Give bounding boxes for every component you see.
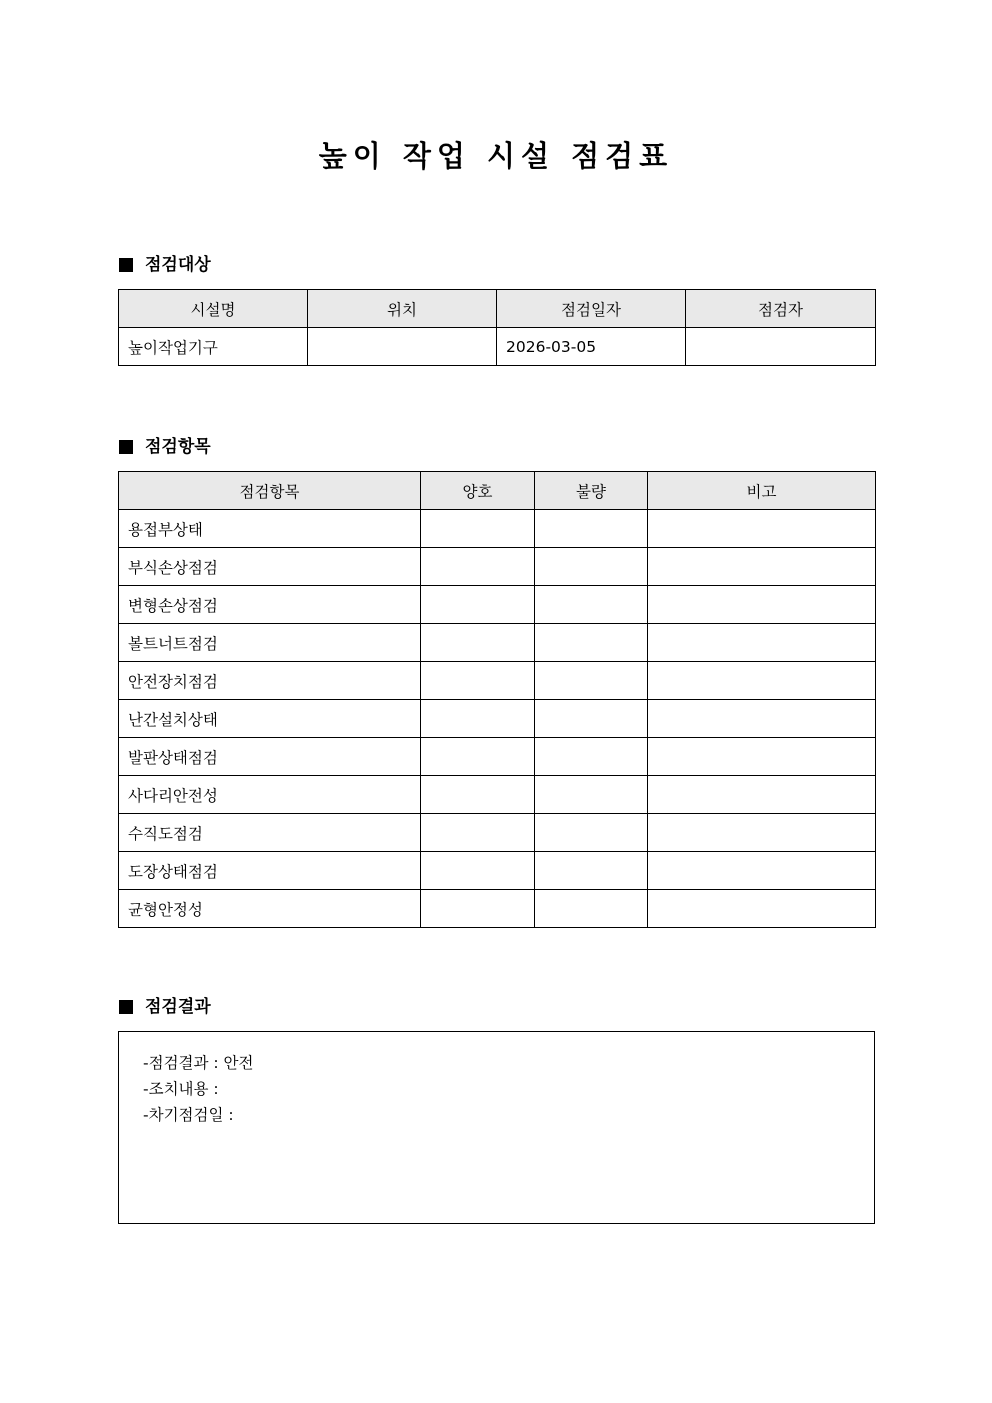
bad-cell[interactable] (535, 890, 648, 928)
table-row (119, 814, 876, 852)
bad-cell[interactable] (535, 776, 648, 814)
result-line-action: -조치내용 : (143, 1080, 219, 1098)
table-row (119, 662, 876, 700)
table-row (119, 548, 876, 586)
note-cell[interactable] (648, 510, 876, 548)
result-line-outcome: -점검결과 : 안전 (143, 1054, 254, 1072)
header-inspection-date: 점검일자 (497, 290, 686, 328)
good-cell[interactable] (421, 852, 535, 890)
good-cell[interactable] (421, 662, 535, 700)
header-item: 점검항목 (119, 472, 421, 510)
note-cell[interactable] (648, 814, 876, 852)
note-cell[interactable] (648, 662, 876, 700)
result-line-next-date: -차기점검일 : (143, 1106, 234, 1124)
table-row (119, 776, 876, 814)
table-header-row (119, 472, 876, 510)
note-cell[interactable] (648, 624, 876, 662)
header-facility-name: 시설명 (119, 290, 308, 328)
bad-cell[interactable] (535, 510, 648, 548)
item-cell: 볼트너트점검 (119, 624, 421, 662)
good-cell[interactable] (421, 586, 535, 624)
item-cell: 용접부상태 (119, 510, 421, 548)
item-cell: 부식손상점검 (119, 548, 421, 586)
square-bullet-icon (119, 440, 133, 454)
table-row (119, 510, 876, 548)
bad-cell[interactable] (535, 852, 648, 890)
document-title: 높이 작업 시설 점검표 (318, 139, 674, 173)
table-row (119, 586, 876, 624)
header-location: 위치 (308, 290, 497, 328)
good-cell[interactable] (421, 700, 535, 738)
section-heading-label: 점검결과 (145, 997, 211, 1017)
result-box[interactable] (118, 1031, 875, 1224)
table-row (119, 328, 876, 366)
good-cell[interactable] (421, 776, 535, 814)
item-cell: 안전장치점검 (119, 662, 421, 700)
section-heading-label: 점검항목 (145, 437, 211, 457)
item-cell: 발판상태점검 (119, 738, 421, 776)
bad-cell[interactable] (535, 814, 648, 852)
good-cell[interactable] (421, 548, 535, 586)
note-cell[interactable] (648, 700, 876, 738)
bad-cell[interactable] (535, 700, 648, 738)
location-cell[interactable] (308, 328, 497, 366)
note-cell[interactable] (648, 548, 876, 586)
section-heading-label: 점검대상 (145, 255, 211, 275)
items-table (118, 471, 876, 928)
note-cell[interactable] (648, 586, 876, 624)
section-heading-target (119, 253, 211, 277)
header-good: 양호 (421, 472, 535, 510)
inspection-date-cell[interactable]: 2026-03-05 (497, 328, 686, 366)
header-note: 비고 (648, 472, 876, 510)
facility-name-cell[interactable]: 높이작업기구 (119, 328, 308, 366)
item-cell: 난간설치상태 (119, 700, 421, 738)
note-cell[interactable] (648, 738, 876, 776)
header-bad: 불량 (535, 472, 648, 510)
table-row (119, 738, 876, 776)
bad-cell[interactable] (535, 586, 648, 624)
bad-cell[interactable] (535, 662, 648, 700)
section-heading-items (119, 435, 211, 459)
table-row (119, 890, 876, 928)
header-inspector: 점검자 (686, 290, 876, 328)
table-row (119, 624, 876, 662)
note-cell[interactable] (648, 890, 876, 928)
good-cell[interactable] (421, 890, 535, 928)
table-header-row (119, 290, 876, 328)
target-table (118, 289, 876, 366)
good-cell[interactable] (421, 814, 535, 852)
inspector-cell[interactable] (686, 328, 876, 366)
note-cell[interactable] (648, 776, 876, 814)
good-cell[interactable] (421, 624, 535, 662)
item-cell: 변형손상점검 (119, 586, 421, 624)
bad-cell[interactable] (535, 738, 648, 776)
item-cell: 수직도점검 (119, 814, 421, 852)
item-cell: 사다리안전성 (119, 776, 421, 814)
square-bullet-icon (119, 258, 133, 272)
bad-cell[interactable] (535, 548, 648, 586)
note-cell[interactable] (648, 852, 876, 890)
good-cell[interactable] (421, 510, 535, 548)
item-cell: 도장상태점검 (119, 852, 421, 890)
square-bullet-icon (119, 1000, 133, 1014)
section-heading-result (119, 995, 211, 1019)
bad-cell[interactable] (535, 624, 648, 662)
table-row (119, 700, 876, 738)
good-cell[interactable] (421, 738, 535, 776)
item-cell: 균형안정성 (119, 890, 421, 928)
table-row (119, 852, 876, 890)
